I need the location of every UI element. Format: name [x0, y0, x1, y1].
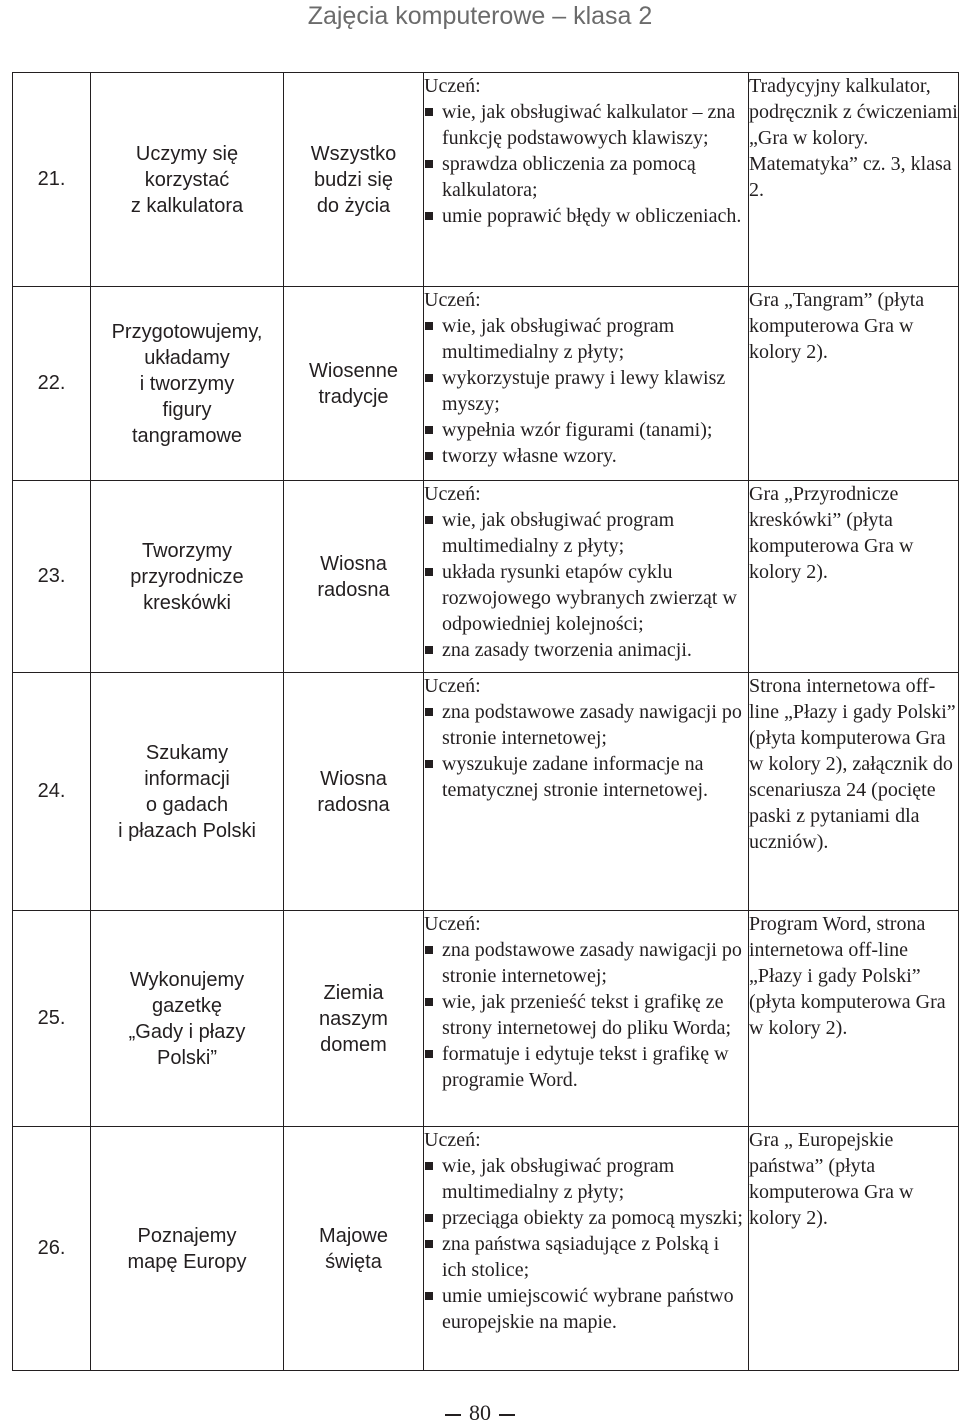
footer-dash-left	[445, 1414, 461, 1416]
student-label: Uczeń:	[424, 75, 481, 97]
block-line: budzi się	[314, 168, 393, 191]
lesson-topic	[91, 1127, 284, 1371]
topic-line: Przygotowujemy,	[111, 320, 263, 343]
lesson-number: 24.	[13, 673, 91, 911]
lesson-goals	[424, 673, 749, 911]
lesson-goals	[424, 73, 749, 287]
thematic-block	[284, 911, 424, 1127]
page-header	[0, 0, 960, 36]
topic-line: Polski”	[156, 1046, 217, 1069]
thematic-block	[284, 73, 424, 287]
goal-item: zna podstawowe zasady nawigacji po stronie internetowej;	[424, 937, 748, 989]
lesson-goals	[424, 1127, 749, 1371]
block-line: Wiosenne	[309, 359, 398, 382]
block-line: domem	[320, 1033, 387, 1056]
goal-item: zna zasady tworzenia animacji.	[424, 637, 748, 663]
student-label: Uczeń:	[424, 483, 481, 505]
topic-line: przyrodnicze	[130, 565, 244, 588]
thematic-block	[284, 1127, 424, 1371]
topic-line: Wykonujemy	[129, 968, 245, 991]
student-label: Uczeń:	[424, 1129, 481, 1151]
table-row	[13, 673, 959, 911]
thematic-block	[284, 673, 424, 911]
student-label: Uczeń:	[424, 675, 481, 697]
lesson-plan-table	[12, 72, 959, 1371]
table-row	[13, 481, 959, 673]
page-footer	[0, 1400, 960, 1426]
block-line: święta	[325, 1250, 382, 1273]
topic-line: o gadach	[145, 793, 229, 816]
goal-item: wie, jak obsługiwać program multimedialny z płyty;	[424, 1153, 748, 1205]
lesson-topic	[91, 481, 284, 673]
page-number: 80	[469, 1400, 491, 1425]
goal-item: przeciąga obiekty za pomocą myszki;	[424, 1205, 748, 1231]
topic-line: z kalkulatora	[130, 194, 244, 217]
lesson-goals	[424, 911, 749, 1127]
lesson-number: 23.	[13, 481, 91, 673]
topic-line: „Gady i płazy	[128, 1020, 246, 1043]
lesson-materials: Strona internetowa off-line „Płazy i gady Polski” (płyta komputerowa Gra w kolory 2), załącznik do scenariusza 24 (pocięte paski z pytaniami dla uczniów).	[749, 673, 959, 911]
topic-line: Szukamy	[145, 741, 229, 764]
goal-item: wie, jak obsługiwać program multimedialny z płyty;	[424, 507, 748, 559]
block-line: tradycje	[318, 385, 389, 408]
goal-item: wie, jak obsługiwać kalkulator – zna funkcję podstawowych klawiszy;	[424, 99, 748, 151]
topic-line: i tworzymy	[139, 372, 235, 395]
lesson-number: 25.	[13, 911, 91, 1127]
block-line: Ziemia	[323, 981, 384, 1004]
footer-dash-right	[499, 1414, 515, 1416]
goal-item: zna państwa sąsiadujące z Polską i ich stolice;	[424, 1231, 748, 1283]
table-row	[13, 1127, 959, 1371]
lesson-materials: Program Word, strona internetowa off-line „Płazy i gady Polski” (płyta komputerowa Gra w kolory 2).	[749, 911, 959, 1127]
lesson-topic	[91, 73, 284, 287]
table-row	[13, 287, 959, 481]
block-line: radosna	[317, 578, 390, 601]
goal-item: umie umiejscowić wybrane państwo europejskie na mapie.	[424, 1283, 748, 1335]
thematic-block	[284, 287, 424, 481]
lesson-materials: Gra „Przyrodnicze kreskówki” (płyta komputerowa Gra w kolory 2).	[749, 481, 959, 673]
block-line: Wszystko	[310, 142, 397, 165]
block-line: naszym	[319, 1007, 388, 1030]
goal-item: umie poprawić błędy w obliczeniach.	[424, 203, 748, 229]
topic-line: układamy	[144, 346, 230, 369]
topic-line: figury	[162, 398, 212, 421]
goal-item: wypełnia wzór figurami (tanami);	[424, 417, 748, 443]
topic-line: korzystać	[144, 168, 230, 191]
header-title: Zajęcia komputerowe – klasa 2	[307, 2, 653, 30]
block-line: Majowe	[319, 1224, 388, 1247]
table-row	[13, 73, 959, 287]
thematic-block	[284, 481, 424, 673]
lesson-topic	[91, 287, 284, 481]
block-line: Wiosna	[320, 552, 387, 575]
lesson-materials: Gra „Tangram” (płyta komputerowa Gra w kolory 2).	[749, 287, 959, 481]
topic-line: Poznajemy	[137, 1224, 237, 1247]
topic-line: gazetkę	[151, 994, 223, 1017]
lesson-number: 26.	[13, 1127, 91, 1371]
topic-line: tangramowe	[131, 424, 243, 447]
goal-item: wykorzystuje prawy i lewy klawisz myszy;	[424, 365, 748, 417]
goal-item: formatuje i edytuje tekst i grafikę w programie Word.	[424, 1041, 748, 1093]
lesson-materials: Tradycyjny kalkulator, podręcznik z ćwiczeniami „Gra w kolory. Matematyka” cz. 3, klasa 2.	[749, 73, 959, 287]
topic-line: i płazach Polski	[118, 819, 256, 842]
topic-line: kreskówki	[143, 591, 231, 614]
goal-item: wie, jak przenieść tekst i grafikę ze strony internetowej do pliku Worda;	[424, 989, 748, 1041]
block-line: Wiosna	[320, 767, 387, 790]
lesson-goals	[424, 287, 749, 481]
topic-line: Tworzymy	[142, 539, 232, 562]
topic-line: informacji	[144, 767, 230, 790]
goal-item: sprawdza obliczenia za pomocą kalkulatora;	[424, 151, 748, 203]
lesson-topic	[91, 911, 284, 1127]
lesson-number: 22.	[13, 287, 91, 481]
student-label: Uczeń:	[424, 913, 481, 935]
goal-item: zna podstawowe zasady nawigacji po stronie internetowej;	[424, 699, 748, 751]
goal-item: układa rysunki etapów cyklu rozwojowego wybranych zwierząt w odpowiedniej kolejności;	[424, 559, 748, 637]
goal-item: tworzy własne wzory.	[424, 443, 748, 469]
lesson-materials: Gra „ Europejskie państwa” (płyta komputerowa Gra w kolory 2).	[749, 1127, 959, 1371]
lesson-topic	[91, 673, 284, 911]
lesson-goals	[424, 481, 749, 673]
topic-line: mapę Europy	[127, 1250, 247, 1273]
goal-item: wie, jak obsługiwać program multimedialny z płyty;	[424, 313, 748, 365]
block-line: do życia	[316, 194, 391, 217]
lesson-number: 21.	[13, 73, 91, 287]
table-row	[13, 911, 959, 1127]
block-line: radosna	[317, 793, 390, 816]
goal-item: wyszukuje zadane informacje na tematycznej stronie internetowej.	[424, 751, 748, 803]
topic-line: Uczymy się	[135, 142, 239, 165]
student-label: Uczeń:	[424, 289, 481, 311]
